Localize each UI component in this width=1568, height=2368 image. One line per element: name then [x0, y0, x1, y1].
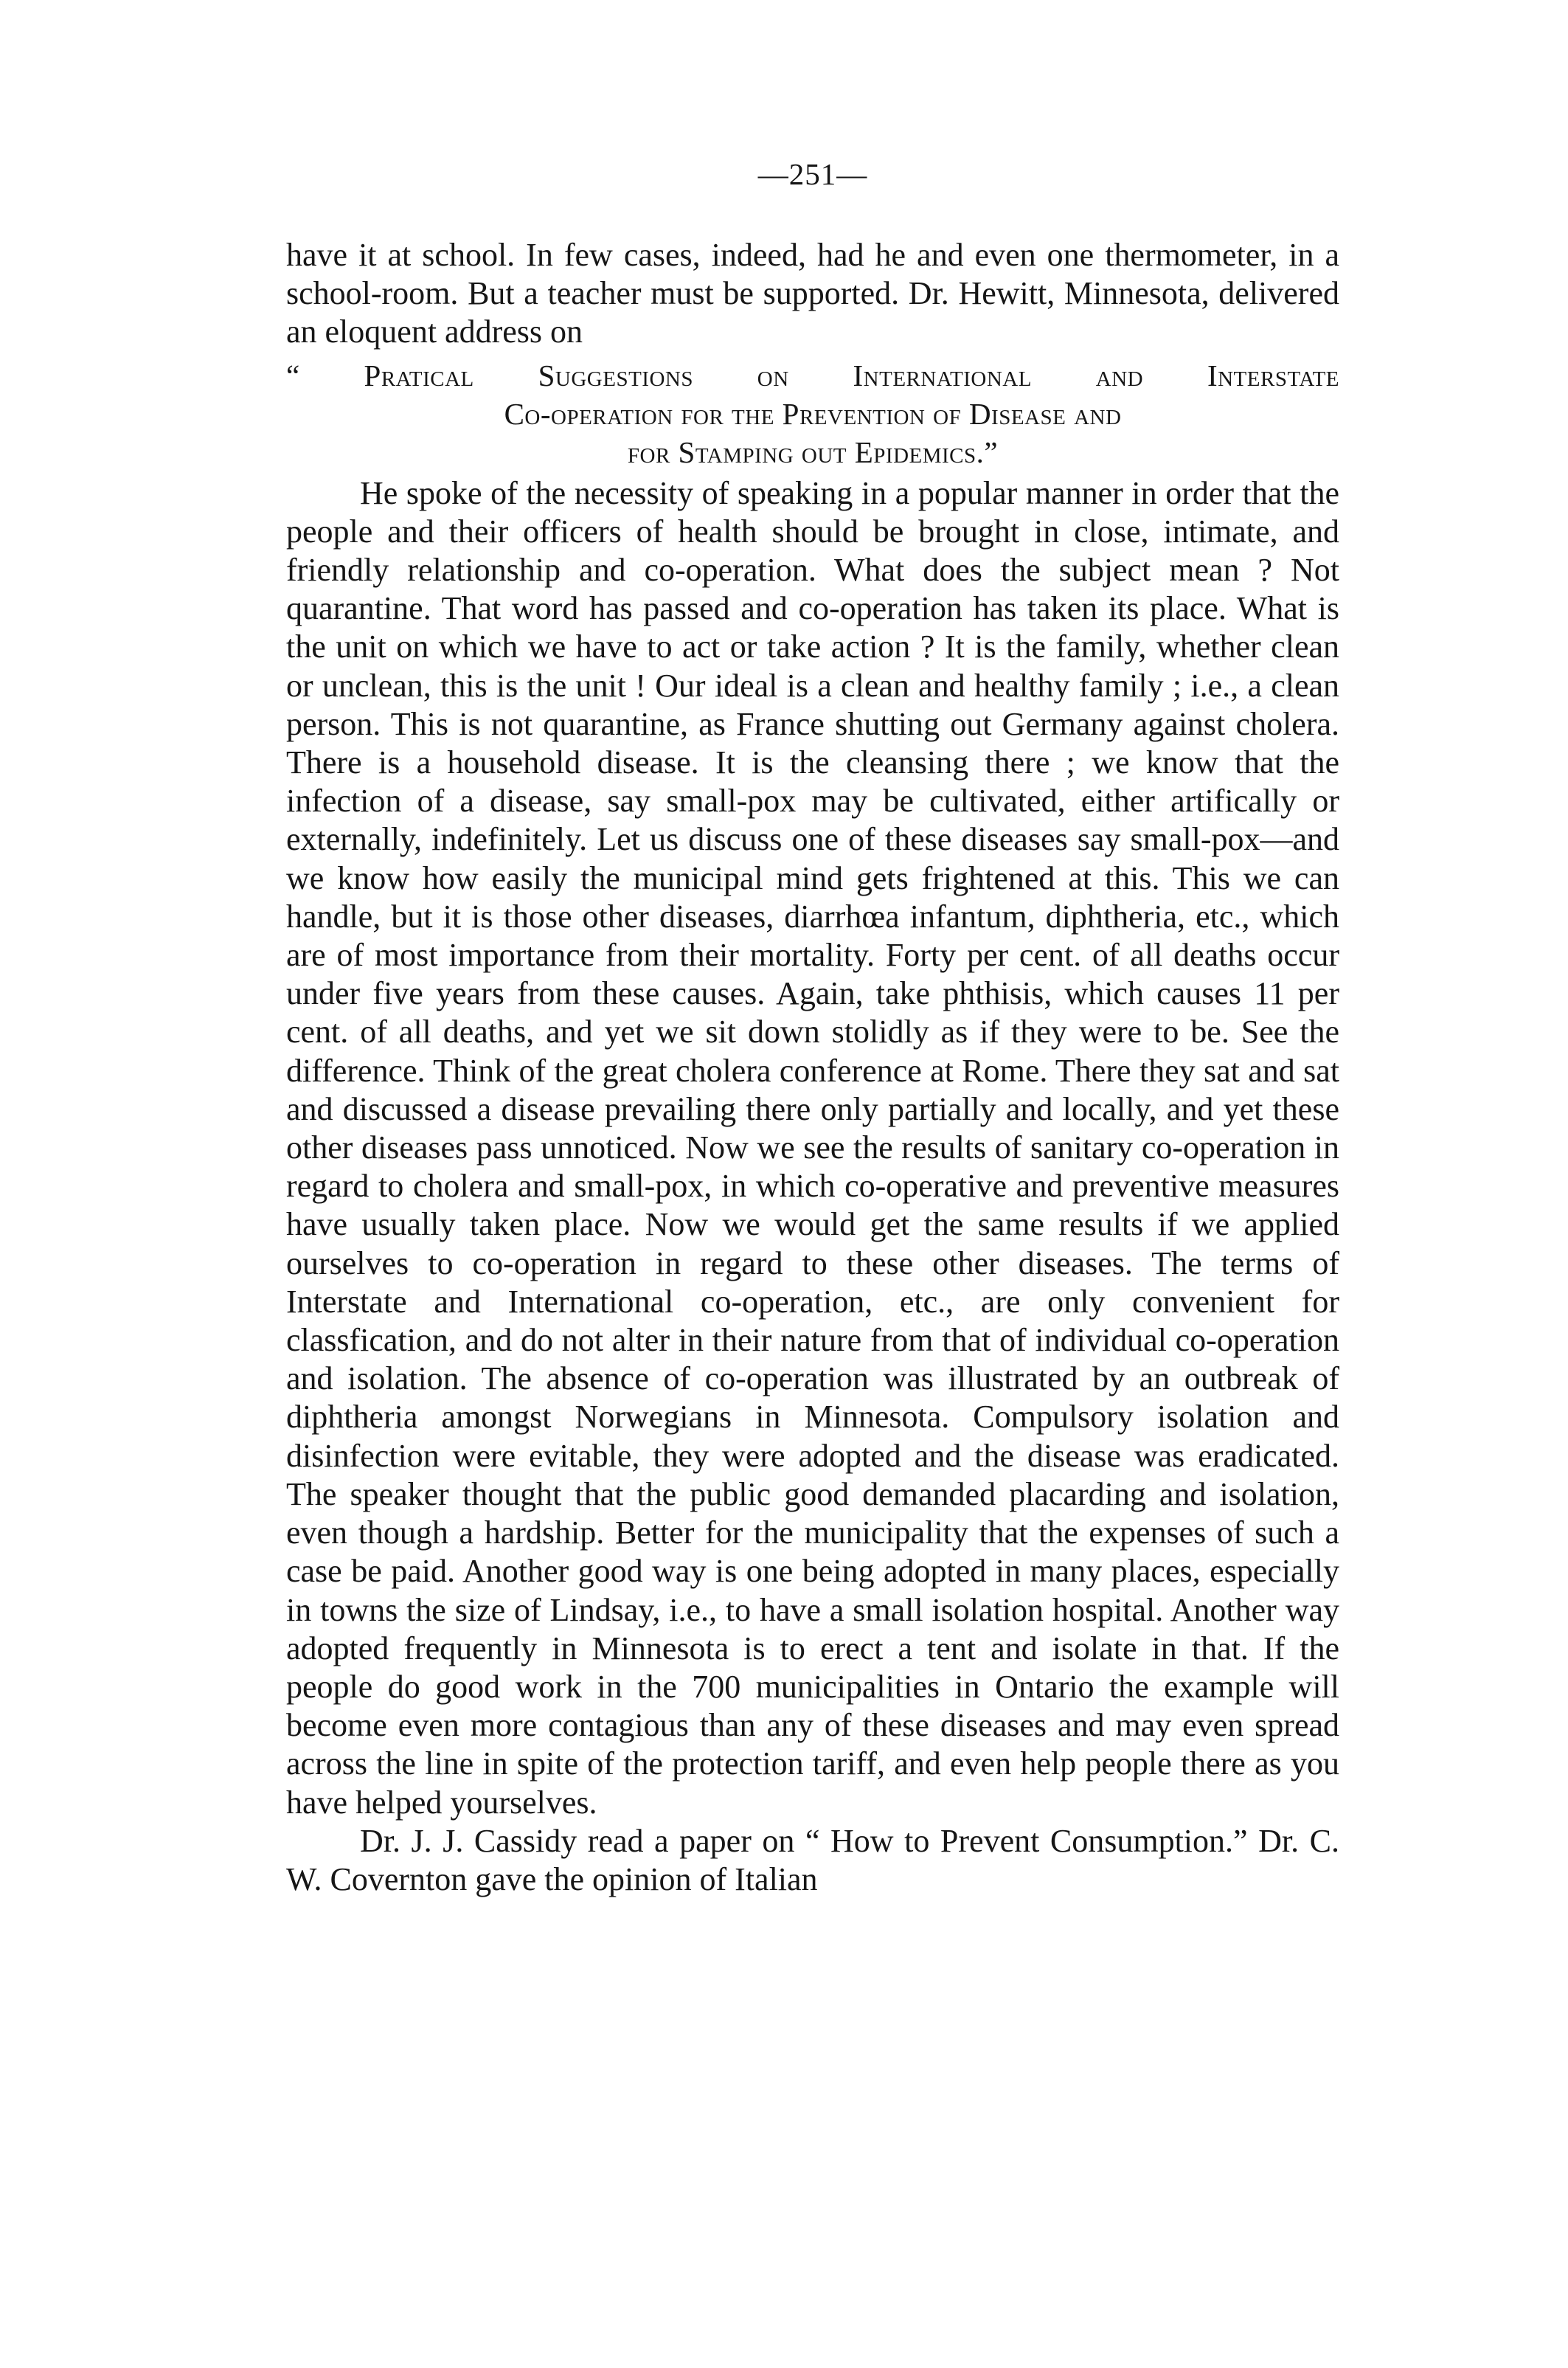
address-title-line-1: “ Pratical Suggestions on International and Interstate [286, 358, 1339, 392]
intro-paragraph: have it at school. In few cases, indeed, had he and even one thermometer, in a school-room. But a teacher must be supported. Dr. Hewitt, Minnesota, delivered an eloquent address on [286, 237, 1339, 350]
address-title-line-3: for Stamping out Epidemics.” [627, 435, 999, 469]
document-page [286, 0, 1339, 2368]
page-body [286, 236, 1339, 1899]
page-number: —251— [757, 157, 868, 191]
body-paragraph-hewitt: He spoke of the necessity of speaking in a popular manner in order that the people and their officers of health should be brought in close, intimate, and friendly relationship and co-operation. What does the subject mean ? Not quarantine. That word has passed and co-operation has taken its place. What is the unit on which we have to act or take action ? It is the family, whether clean or unclean, this is the unit ! Our ideal is a clean and healthy family ; i.e., a clean person. This is not quarantine, as France shutting out Germany against cholera. There is a household disease. It is the cleansing there ; we know that the infection of a disease, say small-pox may be cultivated, either artifically or externally, indefinitely. Let us discuss one of these diseases say small-pox—and we know how easily the municipal mind gets frightened at this. This we can handle, but it is those other diseases, diarrhœa infantum, diphtheria, etc., which are of most importance from their mortality. Forty per cent. of all deaths occur under five years from these causes. Again, take phthisis, which causes 11 per cent. of all deaths, and yet we sit down stolidly as if they were to be. See the difference. Think of the great cholera conference at Rome. There they sat and sat and discussed a disease prevailing there only partially and locally, and yet these other diseases pass unnoticed. Now we see the results of sanitary co-operation in regard to cholera and small-pox, in which co-operative and preventive measures have usually taken place. Now we would get the same results if we applied ourselves to co-operation in regard to these other diseases. The terms of Interstate and International co-operation, etc., are only convenient for classfication, and do not alter in their nature from that of individual co-operation and isolation. The absence of co-operation was illustrated by an outbreak of diphtheria amongst Norwegians in Minnesota. Compulsory isolation and disinfection were evitable, they were adopted and the disease was eradicated. The speaker thought that the public good demanded placarding and isolation, even though a hardship. Better for the municipality that the expenses of such a case be paid. Another good way is one being adopted in many places, especially in towns the size of Lindsay, i.e., to have a small isolation hospital. Another way adopted frequently in Minnesota is to erect a tent and isolate in that. If the people do good work in the 700 municipalities in Ontario the example will become even more contagious than any of these diseases and may even spread across the line in spite of the protection tariff, and even help people there as you have helped yourselves. [286, 474, 1339, 1821]
address-title [286, 356, 1339, 471]
address-title-line-2: Co-operation for the Prevention of Disease and [504, 396, 1122, 431]
body-paragraph-cassidy: Dr. J. J. Cassidy read a paper on “ How to Prevent Consumption.” Dr. C. W. Covernton gave the opinion of Italian [286, 1822, 1339, 1897]
